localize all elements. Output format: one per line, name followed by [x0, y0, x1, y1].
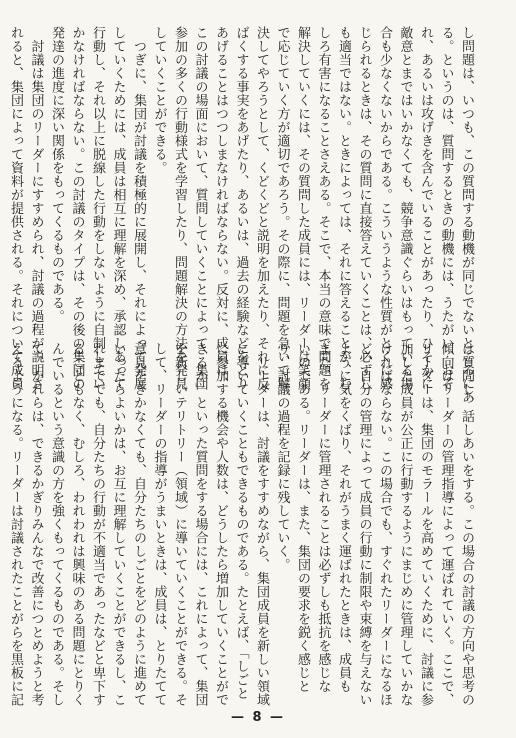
lower-text-block: [8, 342, 476, 708]
text-line: かなければならない。この討議のタイプは、その後の集団の: [69, 26, 85, 391]
text-line: リーダーは、集団のモラールを高めていくために、討議に参: [418, 342, 433, 707]
text-line: 決してやろうとして、くどくどと説明を加えたり、それに反: [254, 26, 269, 391]
text-line: きるか」といった質問をする場合には、これによって、集団: [192, 342, 208, 707]
text-line: リーダーは、討議をすすめながら、集団成員を新しい領域: [254, 342, 269, 707]
text-line: えるようになる。リーダーは討議されたことがらを黒板に記: [8, 342, 23, 707]
text-line: 敵意とまではいかなくても、競争意識ぐらいはもっている場: [397, 26, 413, 391]
text-line: 参加の多くの行動様式を学習したり、問題解決の方法を発見: [172, 26, 187, 391]
text-line: 加した成員が公正に行動するようにまじめに管理していかな: [397, 342, 413, 707]
text-line: していくためには、成員は相互に理解を深め、承認しあって: [110, 26, 126, 391]
page-number: — 8 —: [230, 710, 286, 725]
text-line: で応じていく方が適切であろう。その際に、問題を急いで解: [274, 26, 290, 391]
text-line: しろ有害になることさえある。そこで、本当の意味で問題を: [315, 26, 331, 391]
text-line: いったらよいかは、お互に理解していくことができるし、こ: [110, 342, 126, 707]
text-line: り、討議の過程を記録に残していく。: [274, 342, 290, 572]
text-line: し問題は、いつも、この質問する動機が同じでないところにあ: [459, 26, 474, 404]
text-line: ように気をくばり、それがうまく運ばれたときは、成員も: [336, 342, 351, 693]
text-line: この討議の場面において、質問していくことによって、集団: [192, 26, 208, 391]
text-line: れまででも、自分たちの行動が不適当であったなどと卑下す: [90, 342, 105, 707]
text-line: れ、あるいは攻げきを含んでいることがあったり、ひそかに: [418, 26, 433, 391]
text-line: ければならない。この場合でも、すぐれたリーダーになるほ: [377, 342, 392, 707]
text-line: んでいるという意識の方を強くもってくるものである。そし: [49, 342, 64, 707]
text-line: に参加する機会や人数は、どうしたら増加していくことがで: [213, 342, 228, 707]
text-line: じられるときは、その質問に直接答えていくことは、必ずし: [356, 26, 372, 391]
text-line: また、リーダーに管理されることは必ずしも抵抗を感じな: [315, 342, 331, 693]
text-line: ばくする事実をあげたり、あるいは、過去の経験などをとり: [233, 26, 249, 391]
text-line: 討議は集団のリーダーにすすめられ、討議の過程が説明さ: [28, 26, 44, 391]
text-line: あげることはつつしまなければならない。反対に、成員は、: [213, 26, 228, 391]
text-line: 意見をきかなくても、自分たちのしごとをどのように進めて: [131, 342, 146, 707]
text-line: ることもなく、むしろ、われわれは興味のある問題にとりく: [69, 342, 85, 707]
text-line: 行動し、それ以上に脱線した行動をしないように自制してい: [90, 26, 105, 391]
text-line: も適当ではない。ときによっては、それに答えることが、む: [336, 26, 351, 391]
text-line: れると、集団によって資料が提供される。それについて成員: [8, 26, 23, 391]
text-line: 解決していくには、その質問した成員には、リーダーは笑顔: [295, 26, 310, 391]
text-line: て、かれらは、できるかぎりみんなで改善につとめようと考: [28, 342, 44, 707]
text-line: 傾向はリーダーの管理指導によって運ばれていく。ここで、: [438, 342, 454, 707]
text-line: つぎに、集団が討議を積極的に展開し、それによって発展: [131, 26, 146, 391]
text-line: を新しいテリトリー（領域）に導いていくことができる。そ: [172, 342, 187, 707]
upper-text-block: [8, 26, 476, 404]
text-line: ど、自分の管理によって成員の行動に制限や束縛を与えない: [356, 342, 372, 707]
text-line: に導いていくこともできるものである。たとえば、「しごと: [233, 342, 249, 700]
text-line: 発達の進度に深い関係をもってくるものである。: [49, 26, 64, 323]
text-line: いのである。リーダーは、また、集団の要求を鋭く感じと: [295, 342, 310, 693]
text-line: していくことができる。: [151, 26, 167, 175]
text-line: して、リーダーの指導がうまいときは、成員は、とりたてて: [151, 342, 167, 707]
text-line: る。というのは、質問するときの動機には、うたがい、おそ: [438, 26, 454, 391]
text-line: は質問し、話しあいをする。この場合の討議の方向や思考の: [459, 342, 474, 707]
text-line: 合も少なくないからである。こういうような性質がとくに感: [377, 26, 392, 391]
